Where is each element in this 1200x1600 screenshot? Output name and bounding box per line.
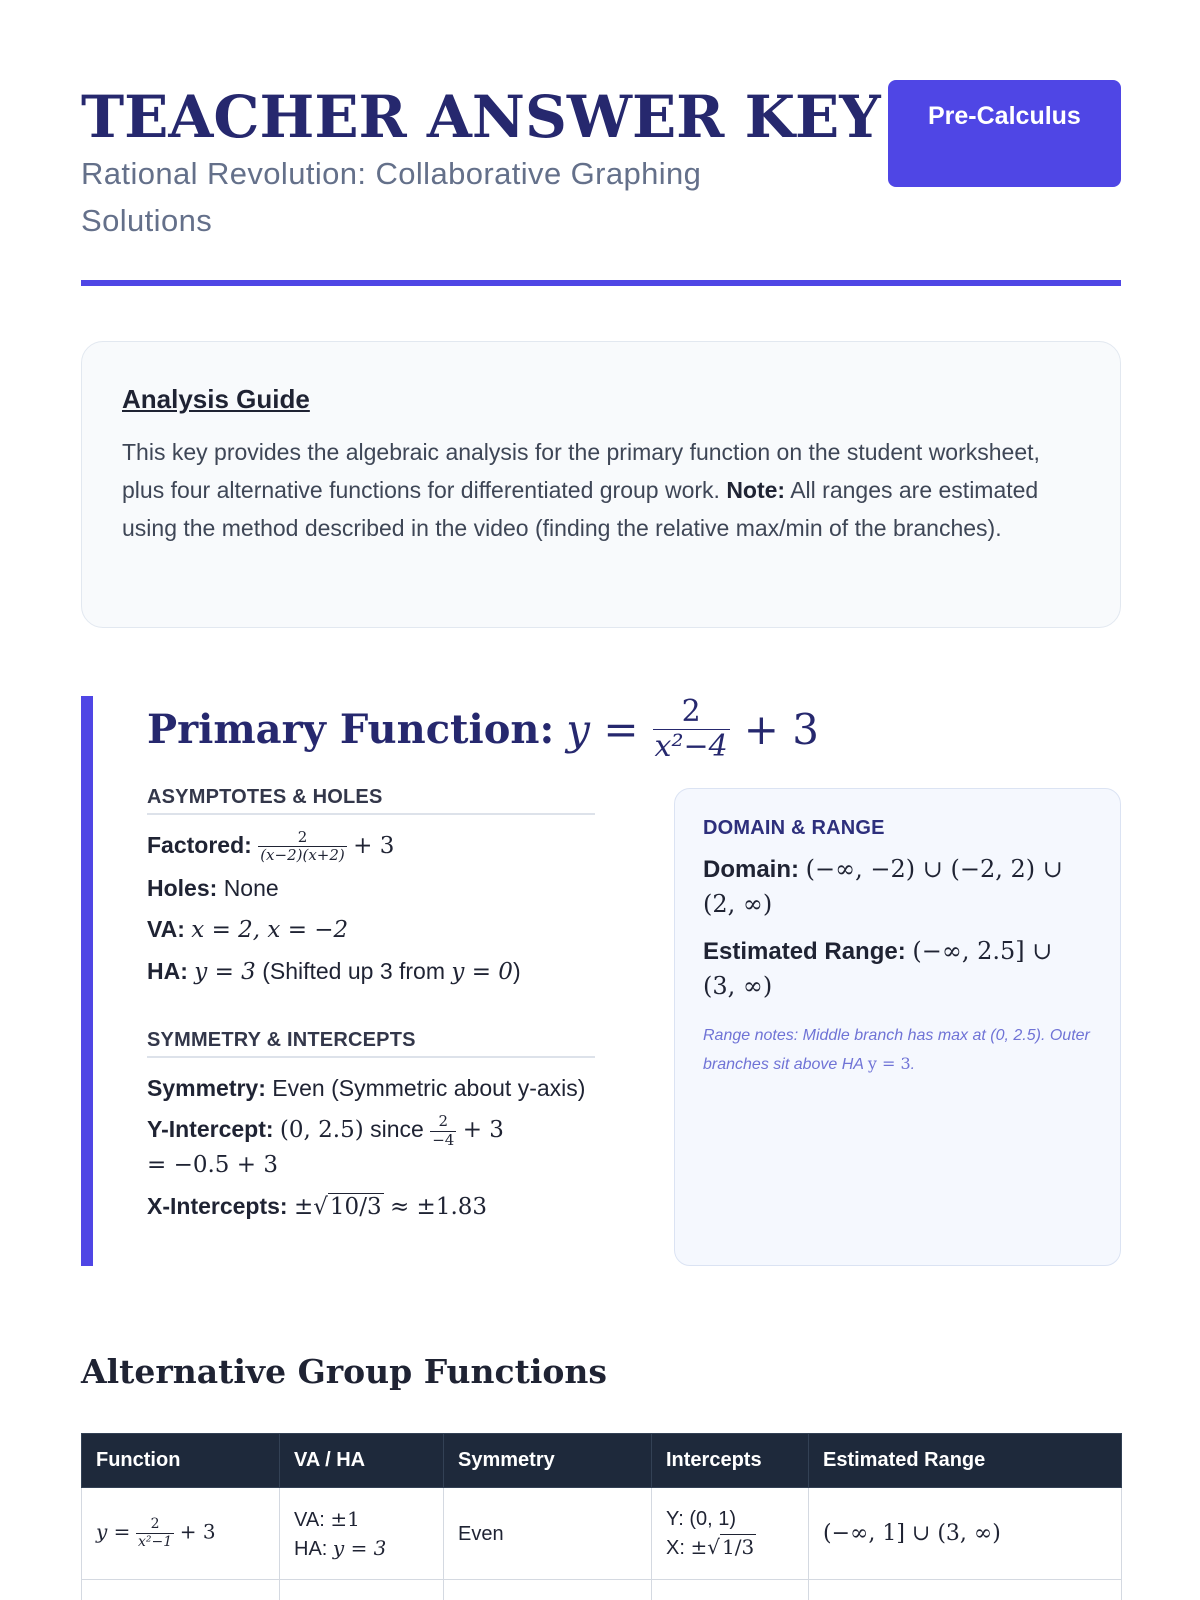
guide-title: Analysis Guide <box>122 384 310 414</box>
row-y-intercept: Y: (0, 1) <box>666 1508 737 1530</box>
factored-fraction <box>258 827 347 865</box>
cell-va-ha <box>280 1488 444 1580</box>
primary-function-title <box>147 696 819 762</box>
va-label: VA: <box>147 916 185 943</box>
row-fn-numerator: 2 <box>136 1517 174 1534</box>
asymptotes-column <box>147 786 595 1224</box>
row-fn-denominator: x²−1 <box>137 1534 173 1550</box>
sqrt-icon: √ 1/3 <box>707 1535 755 1559</box>
x-intercepts-pm: ± <box>293 1194 314 1221</box>
guide-note-label: Note: <box>726 477 786 503</box>
primary-title-label: Primary Function: <box>147 705 555 753</box>
row-fn-lhs: y = <box>96 1519 131 1544</box>
header-symmetry: Symmetry <box>444 1434 652 1488</box>
domain-range-card <box>674 788 1121 1266</box>
guide-text-intro: This key provides the algebraic analysis for the primary function on the student worksheet, plus four alternative functions for differentiated group work. <box>122 439 1040 503</box>
va-line <box>147 913 595 947</box>
primary-equation <box>566 696 819 762</box>
y-intercept-plus: + 3 <box>462 1117 504 1144</box>
y-intercept-equation: = −0.5 + 3 <box>147 1152 278 1179</box>
ha-note: (Shifted up 3 from <box>262 958 446 985</box>
ha-value: y = 3 <box>194 959 256 986</box>
cell-intercepts <box>652 1488 809 1580</box>
range-notes <box>703 1022 1092 1079</box>
y-intercept-since: since <box>370 1116 424 1143</box>
table-row <box>82 1488 1122 1580</box>
range-label: Estimated Range: <box>703 938 906 965</box>
symmetry-heading: SYMMETRY & INTERCEPTS <box>147 1029 595 1058</box>
cell-range: (−∞, 1] ∪ (3, ∞) <box>809 1488 1122 1580</box>
symmetry-value: Even (Symmetric about y-axis) <box>272 1075 586 1102</box>
domain-line <box>703 852 1092 922</box>
row-fn-fraction <box>136 1517 174 1549</box>
table-header-row <box>82 1434 1122 1488</box>
primary-accent-bar <box>81 696 93 1266</box>
y-intercept-line <box>147 1113 595 1182</box>
row-fn-tail: + 3 <box>179 1519 216 1544</box>
ha-label: HA: <box>147 958 188 985</box>
header-range: Estimated Range <box>809 1434 1122 1488</box>
factored-line <box>147 829 595 864</box>
primary-eq-tail: + 3 <box>743 704 819 754</box>
range-value: (−∞, 2.5] ∪ (3, ∞) <box>703 937 1053 1000</box>
y-intercept-denominator: −4 <box>432 1130 455 1149</box>
row-ha-value: y = 3 <box>332 1535 387 1560</box>
factored-denominator: (x−2)(x+2) <box>260 846 345 865</box>
alternatives-table <box>81 1433 1122 1600</box>
domain-value: (−∞, −2) ∪ (−2, 2) ∪ (2, ∞) <box>703 855 1063 918</box>
sqrt-icon: √10/3 <box>313 1194 382 1221</box>
symmetry-line <box>147 1072 595 1105</box>
cell-function <box>82 1488 280 1580</box>
guide-text <box>122 433 1080 547</box>
x-intercepts-line <box>147 1190 595 1224</box>
x-intercepts-label: X-Intercepts: <box>147 1193 288 1220</box>
header-va-ha: VA / HA <box>280 1434 444 1488</box>
row-x-radicand: 1/3 <box>721 1535 755 1559</box>
range-notes-math: y = 3 <box>867 1054 911 1073</box>
x-intercepts-radicand: 10/3 <box>329 1194 382 1221</box>
page-title: TEACHER ANSWER KEY <box>81 83 881 151</box>
range-line <box>703 934 1092 1004</box>
range-notes-end: . <box>910 1056 916 1073</box>
ha-note-math: y = 0 <box>451 959 513 986</box>
row-ha-label: HA: <box>294 1537 328 1560</box>
y-intercept-numerator: 2 <box>430 1114 456 1132</box>
holes-value: None <box>223 875 279 902</box>
factored-label: Factored: <box>147 832 252 858</box>
page-subtitle: Rational Revolution: Collaborative Graphing Solutions <box>81 156 702 238</box>
row-x-label: X: <box>666 1537 685 1559</box>
asymptotes-heading: ASYMPTOTES & HOLES <box>147 786 595 815</box>
factored-numerator: 2 <box>258 830 347 848</box>
holes-label: Holes: <box>147 875 218 902</box>
cell-symmetry: Even <box>444 1488 652 1580</box>
course-badge: Pre-Calculus <box>888 80 1121 187</box>
primary-eq-numerator: 2 <box>653 696 730 730</box>
y-intercept-label: Y-Intercept: <box>147 1116 274 1143</box>
primary-eq-lhs: y = <box>566 704 639 754</box>
ha-line <box>147 955 595 989</box>
primary-eq-fraction <box>653 696 730 762</box>
cell-empty <box>652 1580 809 1600</box>
guide-text-note: All ranges are estimated using the method described in the video (finding the relative max/min of the branches). <box>122 477 1039 541</box>
factored-tail: + 3 <box>353 833 395 859</box>
primary-function-section <box>81 696 1121 1266</box>
row-va-label: VA: <box>294 1508 325 1531</box>
holes-line <box>147 872 595 905</box>
cell-empty <box>444 1580 652 1600</box>
table-row <box>82 1580 1122 1600</box>
ha-note-close: ) <box>512 958 521 985</box>
va-value: x = 2, x = −2 <box>191 917 349 944</box>
range-notes-text: Range notes: Middle branch has max at (0, 2.5). Outer branches sit above HA <box>703 1027 1090 1073</box>
domain-range-heading: DOMAIN & RANGE <box>703 817 885 839</box>
domain-label: Domain: <box>703 856 799 883</box>
row-va-value: ±1 <box>330 1506 360 1531</box>
cell-empty <box>809 1580 1122 1600</box>
x-intercepts-approx: ≈ ±1.83 <box>389 1194 488 1221</box>
y-intercept-value: (0, 2.5) <box>279 1117 364 1144</box>
primary-eq-denominator: x²−4 <box>654 728 728 764</box>
header-function: Function <box>82 1434 280 1488</box>
row-x-pm: ± <box>690 1535 708 1559</box>
analysis-guide-card <box>81 341 1121 628</box>
page-header <box>81 80 1121 286</box>
y-intercept-fraction <box>430 1111 456 1149</box>
cell-empty <box>280 1580 444 1600</box>
symmetry-label: Symmetry: <box>147 1075 266 1102</box>
alternatives-title: Alternative Group Functions <box>81 1352 608 1391</box>
header-intercepts: Intercepts <box>652 1434 809 1488</box>
cell-empty <box>82 1580 280 1600</box>
